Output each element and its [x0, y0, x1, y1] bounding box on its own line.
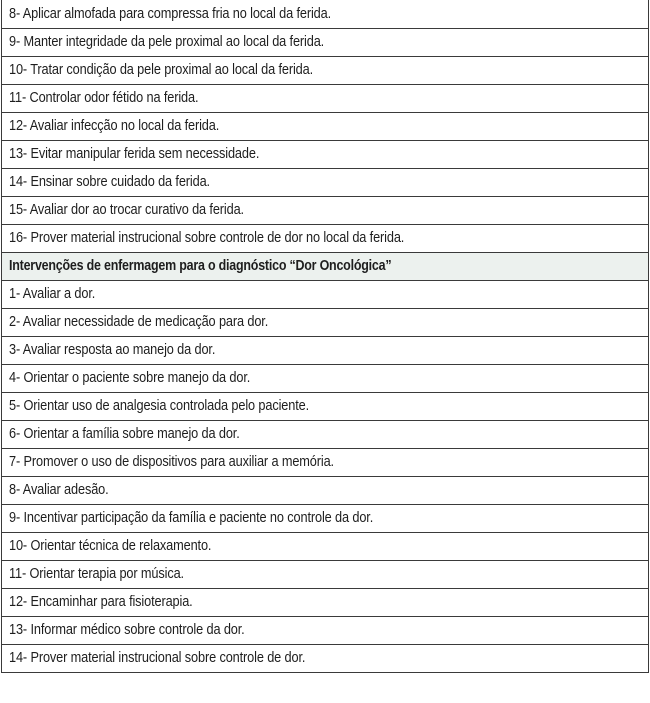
section-header-text: Intervenções de enfermagem para o diagnóstico “Dor Oncológica”: [9, 258, 392, 274]
row-text: 3- Avaliar resposta ao manejo da dor.: [9, 342, 216, 358]
row-text: 14- Ensinar sobre cuidado da ferida.: [9, 174, 210, 190]
section-header-row: [2, 253, 648, 281]
table-row: [2, 29, 648, 57]
row-text: 13- Evitar manipular ferida sem necessidade.: [9, 146, 260, 162]
table-row: [2, 421, 648, 449]
table-row: [2, 169, 648, 197]
table-row: [2, 645, 648, 673]
table-row: [2, 225, 648, 253]
table-row: [2, 505, 648, 533]
row-text: 8- Avaliar adesão.: [9, 482, 109, 498]
table-row: [2, 113, 648, 141]
row-text: 10- Orientar técnica de relaxamento.: [9, 538, 212, 554]
table-row: [2, 589, 648, 617]
table-row: [2, 141, 648, 169]
table-row: [2, 449, 648, 477]
table-row: [2, 281, 648, 309]
row-text: 15- Avaliar dor ao trocar curativo da ferida.: [9, 202, 244, 218]
row-text: 1- Avaliar a dor.: [9, 286, 96, 302]
row-text: 5- Orientar uso de analgesia controlada pelo paciente.: [9, 398, 310, 414]
table-row: [2, 561, 648, 589]
table-row: [2, 365, 648, 393]
row-text: 16- Prover material instrucional sobre controle de dor no local da ferida.: [9, 230, 405, 246]
row-text: 7- Promover o uso de dispositivos para auxiliar a memória.: [9, 454, 334, 470]
row-text: 6- Orientar a família sobre manejo da dor.: [9, 426, 240, 442]
row-text: 11- Controlar odor fétido na ferida.: [9, 90, 199, 106]
table-row: [2, 337, 648, 365]
table-row: [2, 85, 648, 113]
row-text: 8- Aplicar almofada para compressa fria no local da ferida.: [9, 6, 332, 22]
row-text: 14- Prover material instrucional sobre controle de dor.: [9, 650, 306, 666]
row-text: 12- Encaminhar para fisioterapia.: [9, 594, 193, 610]
row-text: 9- Incentivar participação da família e paciente no controle da dor.: [9, 510, 374, 526]
table-row: [2, 477, 648, 505]
row-text: 11- Orientar terapia por música.: [9, 566, 184, 582]
table-row: [2, 309, 648, 337]
row-text: 10- Tratar condição da pele proximal ao local da ferida.: [9, 62, 313, 78]
table-row: [2, 57, 648, 85]
row-text: 9- Manter integridade da pele proximal ao local da ferida.: [9, 34, 325, 50]
row-text: 12- Avaliar infecção no local da ferida.: [9, 118, 220, 134]
table-row: [2, 617, 648, 645]
row-text: 2- Avaliar necessidade de medicação para dor.: [9, 314, 269, 330]
table-row: [2, 0, 648, 29]
row-text: 13- Informar médico sobre controle da dor.: [9, 622, 245, 638]
table-row: [2, 533, 648, 561]
table-row: [2, 393, 648, 421]
table-row: [2, 197, 648, 225]
interventions-table: [1, 0, 649, 673]
row-text: 4- Orientar o paciente sobre manejo da dor.: [9, 370, 251, 386]
